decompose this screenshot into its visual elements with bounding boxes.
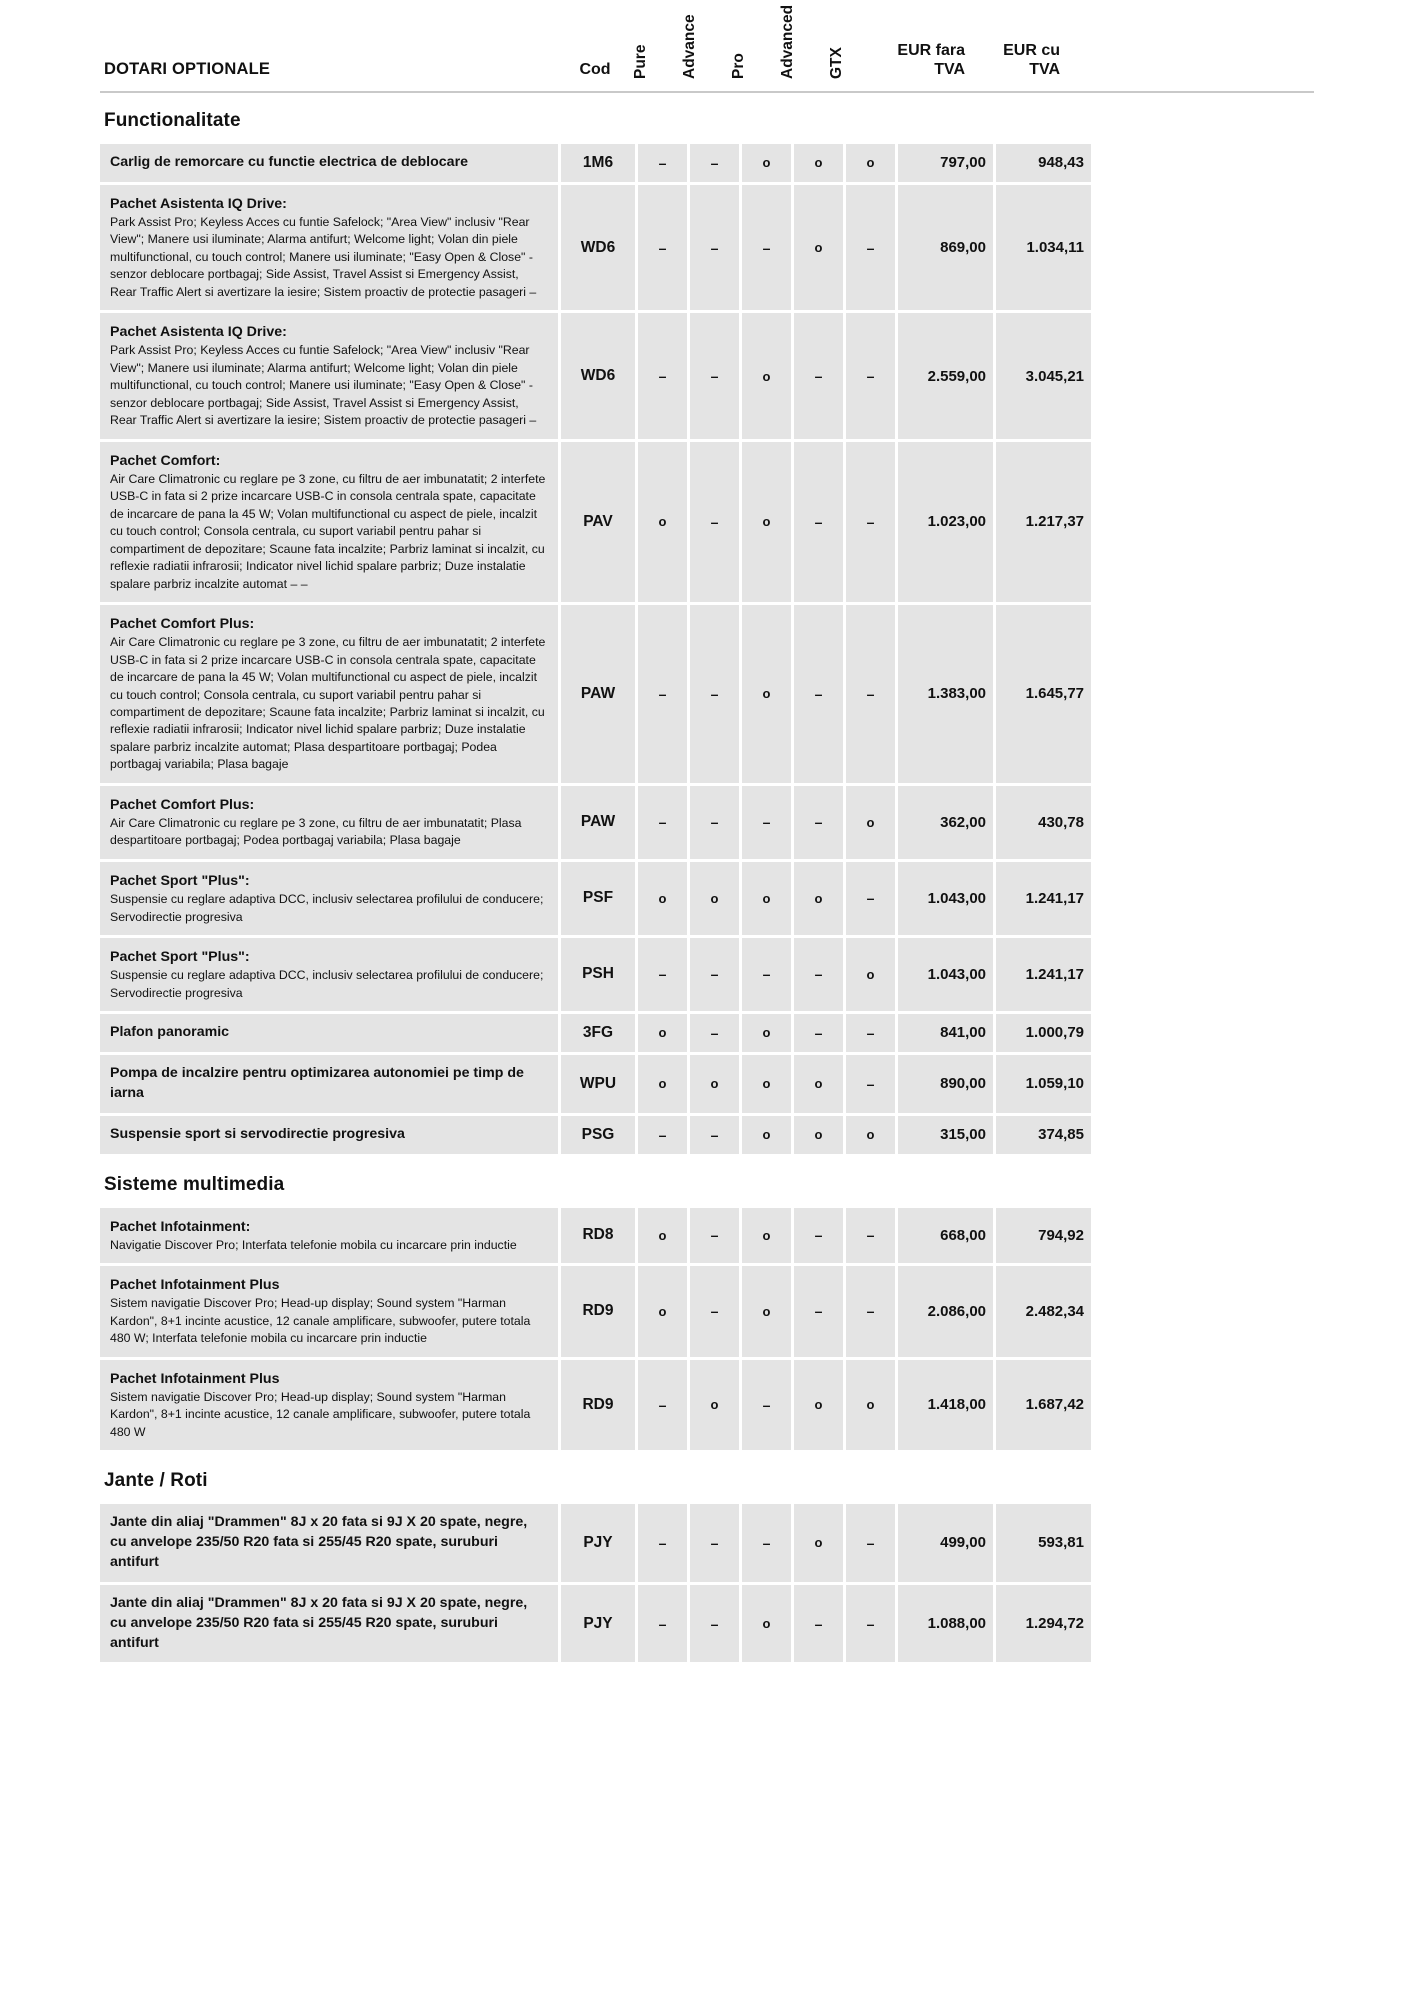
availability-gtx: –: [846, 1014, 895, 1052]
row-option-code: RD9: [561, 1266, 635, 1357]
table-row: [100, 185, 1314, 310]
availability-pro: o: [742, 144, 791, 182]
row-subtitle: Suspensie cu reglare adaptiva DCC, inclusiv selectarea profilului de conducere; Servodirectie progresiva: [110, 968, 544, 1000]
availability-advanced: –: [794, 1208, 843, 1264]
availability-pro: o: [742, 1055, 791, 1113]
column-header-gtx-label: GTX: [827, 47, 845, 79]
price-with-vat: 1.059,10: [996, 1055, 1091, 1113]
row-option-code: PAW: [561, 786, 635, 859]
availability-advance: –: [690, 442, 739, 602]
availability-gtx: –: [846, 313, 895, 438]
price-with-vat: 430,78: [996, 786, 1091, 859]
row-subtitle: Navigatie Discover Pro; Interfata telefonie mobila cu incarcare prin inductie: [110, 1237, 517, 1252]
availability-advance: –: [690, 1585, 739, 1663]
price-no-vat: 668,00: [898, 1208, 993, 1264]
availability-gtx: –: [846, 862, 895, 935]
row-description: [100, 1055, 558, 1113]
table-row: [100, 938, 1314, 1011]
price-with-vat: 1.687,42: [996, 1360, 1091, 1451]
row-option-code: RD9: [561, 1360, 635, 1451]
price-with-vat: 1.000,79: [996, 1014, 1091, 1052]
price-with-vat: 794,92: [996, 1208, 1091, 1264]
row-option-code: 1M6: [561, 144, 635, 182]
row-option-code: WD6: [561, 313, 635, 438]
price-with-vat: 1.294,72: [996, 1585, 1091, 1663]
price-with-vat: 1.241,17: [996, 938, 1091, 1011]
availability-pure: o: [638, 862, 687, 935]
row-option-code: PAW: [561, 605, 635, 783]
availability-pro: o: [742, 1266, 791, 1357]
availability-pure: –: [638, 1116, 687, 1154]
availability-pure: o: [638, 1208, 687, 1264]
availability-advance: –: [690, 1116, 739, 1154]
price-with-vat: 948,43: [996, 144, 1091, 182]
table-row: [100, 1055, 1314, 1113]
row-description: [100, 1585, 558, 1663]
row-description: [100, 1208, 558, 1264]
row-title: Jante din aliaj "Drammen" 8J x 20 fata si 9J X 20 spate, negre, cu anvelope 235/50 R20 fata si 255/45 R20 spate, suruburi antifurt: [110, 1594, 528, 1651]
row-title: Pachet Comfort:: [110, 452, 221, 469]
row-description: [100, 862, 558, 935]
price-no-vat: 362,00: [898, 786, 993, 859]
availability-gtx: –: [846, 1208, 895, 1264]
price-no-vat: 1.088,00: [898, 1585, 993, 1663]
price-no-vat: 1.418,00: [898, 1360, 993, 1451]
table-row: [100, 1116, 1314, 1154]
availability-advanced: o: [794, 1055, 843, 1113]
availability-pro: –: [742, 786, 791, 859]
availability-pro: o: [742, 313, 791, 438]
availability-advanced: –: [794, 313, 843, 438]
availability-advanced: –: [794, 1585, 843, 1663]
availability-gtx: o: [846, 1360, 895, 1451]
price-with-vat: 2.482,34: [996, 1266, 1091, 1357]
row-title: Pachet Comfort Plus:: [110, 616, 255, 633]
row-subtitle: Sistem navigatie Discover Pro; Head-up display; Sound system "Harman Kardon", 8+1 incinte acustice, 12 canale amplificare, subwoofer, putere totala 480 W: [110, 1389, 531, 1439]
price-no-vat: 2.086,00: [898, 1266, 993, 1357]
table-row: [100, 862, 1314, 935]
column-header-pro: [730, 13, 779, 85]
availability-pure: –: [638, 313, 687, 438]
availability-advance: o: [690, 1055, 739, 1113]
availability-advanced: –: [794, 938, 843, 1011]
row-title: Pachet Sport "Plus":: [110, 948, 250, 965]
availability-pure: –: [638, 144, 687, 182]
row-description: [100, 938, 558, 1011]
table-row: [100, 1360, 1314, 1451]
row-option-code: PSH: [561, 938, 635, 1011]
row-subtitle: Sistem navigatie Discover Pro; Head-up display; Sound system "Harman Kardon", 8+1 incinte acustice, 12 canale amplificare, subwoofer, putere totala 480 W; Interfata telefonie mobila cu incarcare prin inductie: [110, 1296, 531, 1346]
row-description: [100, 185, 558, 310]
availability-pure: o: [638, 442, 687, 602]
row-option-code: WPU: [561, 1055, 635, 1113]
row-option-code: PSG: [561, 1116, 635, 1154]
row-description: [100, 786, 558, 859]
availability-pure: –: [638, 605, 687, 783]
availability-pro: o: [742, 1585, 791, 1663]
price-with-vat: 374,85: [996, 1116, 1091, 1154]
row-title: Pachet Sport "Plus":: [110, 872, 250, 889]
price-no-vat: 797,00: [898, 144, 993, 182]
price-with-vat: 1.034,11: [996, 185, 1091, 310]
availability-advanced: o: [794, 1116, 843, 1154]
price-no-vat: 1.383,00: [898, 605, 993, 783]
row-subtitle: Air Care Climatronic cu reglare pe 3 zone, cu filtru de aer imbunatatit; 2 interfete USB-C in fata si 2 prize incarcare USB-C in consola centrala spate, capacitate de incarcare de pana la 45 W; Volan multifunctional cu aspect de piele, incalzit cu touch control; Consola centrala, cu suport variabil pentru pahar si compartiment de depozitare; Scaune fata incalzite; Parbriz laminat si incalzit, cu reflexie radiatii infrarosii; Indicator nivel lichid spalare parbriz; Duze instalatie spalare parbriz incalzite automat; Plasa despartitoare portbagaj; Podea portbagaj variabila; Plasa bagaje: [110, 635, 546, 772]
row-description: [100, 1116, 558, 1154]
availability-advance: –: [690, 1504, 739, 1582]
availability-pure: o: [638, 1055, 687, 1113]
row-title: Pompa de incalzire pentru optimizarea autonomiei pe timp de iarna: [110, 1064, 524, 1101]
availability-pure: –: [638, 1504, 687, 1582]
availability-advance: –: [690, 1014, 739, 1052]
availability-pro: o: [742, 862, 791, 935]
availability-pure: o: [638, 1014, 687, 1052]
availability-advance: –: [690, 938, 739, 1011]
row-title: Plafon panoramic: [110, 1024, 230, 1041]
row-description: [100, 144, 558, 182]
column-header-pure: [632, 13, 681, 85]
table-row: [100, 786, 1314, 859]
column-header-advanced-label: Advanced: [778, 4, 796, 79]
column-header-pro-label: Pro: [729, 53, 747, 79]
availability-pure: –: [638, 938, 687, 1011]
row-description: [100, 442, 558, 602]
row-title: Pachet Asistenta IQ Drive:: [110, 195, 287, 212]
row-description: [100, 605, 558, 783]
availability-pro: o: [742, 1208, 791, 1264]
availability-advance: –: [690, 185, 739, 310]
availability-pure: o: [638, 1266, 687, 1357]
table-row: [100, 313, 1314, 438]
price-with-vat: 1.645,77: [996, 605, 1091, 783]
table-body: [100, 93, 1314, 1662]
table-row: [100, 144, 1314, 182]
table-row: [100, 1266, 1314, 1357]
availability-pure: –: [638, 1585, 687, 1663]
availability-pro: o: [742, 1014, 791, 1052]
availability-advanced: o: [794, 1504, 843, 1582]
column-header-gtx: [828, 13, 877, 85]
availability-pro: o: [742, 605, 791, 783]
row-title: Carlig de remorcare cu functie electrica de deblocare: [110, 154, 468, 170]
availability-pure: –: [638, 786, 687, 859]
price-with-vat: 1.241,17: [996, 862, 1091, 935]
row-title: Suspensie sport si servodirectie progresiva: [110, 1125, 405, 1142]
row-subtitle: Suspensie cu reglare adaptiva DCC, inclusiv selectarea profilului de conducere; Servodirectie progresiva: [110, 892, 544, 924]
price-no-vat: 2.559,00: [898, 313, 993, 438]
table-row: [100, 605, 1314, 783]
row-title: Pachet Asistenta IQ Drive:: [110, 324, 287, 341]
price-no-vat: 841,00: [898, 1014, 993, 1052]
price-no-vat: 499,00: [898, 1504, 993, 1582]
row-title: Jante din aliaj "Drammen" 8J x 20 fata si 9J X 20 spate, negre, cu anvelope 235/50 R20 fata si 255/45 R20 spate, suruburi antifurt: [110, 1514, 528, 1570]
column-header-advance-label: Advance: [680, 14, 698, 79]
row-description: [100, 1360, 558, 1451]
table-row: [100, 1208, 1314, 1264]
column-header-price-no-vat: EUR fara TVA: [897, 42, 965, 78]
price-no-vat: 869,00: [898, 185, 993, 310]
availability-pro: –: [742, 185, 791, 310]
availability-pure: –: [638, 1360, 687, 1451]
availability-gtx: –: [846, 1504, 895, 1582]
price-no-vat: 890,00: [898, 1055, 993, 1113]
availability-pro: o: [742, 442, 791, 602]
availability-advanced: –: [794, 605, 843, 783]
row-option-code: 3FG: [561, 1014, 635, 1052]
table-row: [100, 1504, 1314, 1582]
availability-gtx: –: [846, 1055, 895, 1113]
row-subtitle: Park Assist Pro; Keyless Acces cu funtie Safelock; "Area View" inclusiv "Rear View"; Manere usi iluminate; Alarma antifurt; Welcome light; Volan din piele multifunctional, cu touch control; Manere usi iluminate; "Easy Open & Close" -senzor deblocare portbagaj; Side Assist, Travel Assist si Emergency Assist, Rear Traffic Alert si avertizare la iesire; Sistem proactiv de protectie pasageri –: [110, 215, 537, 299]
table-header: [100, 0, 1314, 93]
column-header-description: DOTARI OPTIONALE: [104, 60, 271, 78]
availability-gtx: –: [846, 185, 895, 310]
availability-advance: o: [690, 1360, 739, 1451]
column-header-advance: [681, 13, 730, 85]
section-heading: Jante / Roti: [104, 1470, 208, 1492]
row-subtitle: Air Care Climatronic cu reglare pe 3 zone, cu filtru de aer imbunatatit; Plasa despartitoare portbagaj; Podea portbagaj variabila; Plasa bagaje: [110, 815, 522, 848]
availability-gtx: –: [846, 605, 895, 783]
price-with-vat: 593,81: [996, 1504, 1091, 1582]
availability-pro: –: [742, 1504, 791, 1582]
column-header-price-with-vat: EUR cu TVA: [1003, 42, 1060, 78]
column-header-pure-label: Pure: [631, 44, 649, 79]
availability-pro: –: [742, 1360, 791, 1451]
price-with-vat: 1.217,37: [996, 442, 1091, 602]
availability-gtx: –: [846, 442, 895, 602]
availability-advanced: –: [794, 442, 843, 602]
column-header-advanced: [778, 4, 828, 85]
availability-advanced: –: [794, 1014, 843, 1052]
price-no-vat: 1.043,00: [898, 938, 993, 1011]
availability-advance: –: [690, 786, 739, 859]
section-heading: Functionalitate: [104, 110, 241, 131]
row-title: Pachet Infotainment Plus: [110, 1370, 280, 1387]
availability-gtx: o: [846, 144, 895, 182]
availability-advanced: o: [794, 144, 843, 182]
table-row: [100, 1014, 1314, 1052]
availability-advanced: –: [794, 786, 843, 859]
availability-gtx: –: [846, 1585, 895, 1663]
section-heading: Sisteme multimedia: [104, 1173, 285, 1195]
row-subtitle: Park Assist Pro; Keyless Acces cu funtie Safelock; "Area View" inclusiv "Rear View"; Manere usi iluminate; Alarma antifurt; Welcome light; Volan din piele multifunctional, cu touch control; Manere usi iluminate; "Easy Open & Close" -senzor deblocare portbagaj; Side Assist, Travel Assist si Emergency Assist, Rear Traffic Alert si avertizare la iesire; Sistem proactiv de protectie pasageri –: [110, 343, 537, 428]
availability-advance: –: [690, 1266, 739, 1357]
row-title: Pachet Infotainment Plus: [110, 1277, 280, 1294]
table-row: [100, 1585, 1314, 1663]
availability-gtx: o: [846, 1116, 895, 1154]
availability-pro: –: [742, 938, 791, 1011]
row-description: [100, 1014, 558, 1052]
availability-advance: –: [690, 605, 739, 783]
price-no-vat: 1.043,00: [898, 862, 993, 935]
price-no-vat: 315,00: [898, 1116, 993, 1154]
row-title: Pachet Infotainment:: [110, 1218, 251, 1235]
row-option-code: PJY: [561, 1585, 635, 1663]
table-row: [100, 442, 1314, 602]
row-title: Pachet Comfort Plus:: [110, 796, 255, 813]
column-header-cod: Cod: [579, 61, 611, 78]
price-no-vat: 1.023,00: [898, 442, 993, 602]
row-subtitle: Air Care Climatronic cu reglare pe 3 zone, cu filtru de aer imbunatatit; 2 interfete USB-C in fata si 2 prize incarcare USB-C in consola centrala spate, capacitate de incarcare de pana la 45 W; Volan multifunctional cu aspect de piele, incalzit cu touch control; Consola centrala, cu suport variabil pentru pahar si compartiment de depozitare; Scaune fata incalzite; Parbriz laminat si incalzit, cu reflexie radiatii infrarosii; Indicator nivel lichid spalare parbriz; Duze instalatie spalare parbriz incalzite automat – –: [110, 471, 546, 591]
availability-pro: o: [742, 1116, 791, 1154]
availability-advanced: o: [794, 185, 843, 310]
availability-gtx: o: [846, 938, 895, 1011]
availability-advance: –: [690, 1208, 739, 1264]
price-with-vat: 3.045,21: [996, 313, 1091, 438]
row-option-code: PSF: [561, 862, 635, 935]
availability-advanced: –: [794, 1266, 843, 1357]
availability-gtx: o: [846, 786, 895, 859]
availability-advance: o: [690, 862, 739, 935]
availability-advanced: o: [794, 1360, 843, 1451]
availability-pure: –: [638, 185, 687, 310]
row-description: [100, 1266, 558, 1357]
availability-advance: –: [690, 313, 739, 438]
row-option-code: RD8: [561, 1208, 635, 1264]
row-option-code: PJY: [561, 1504, 635, 1582]
row-option-code: PAV: [561, 442, 635, 602]
row-description: [100, 1504, 558, 1582]
row-description: [100, 313, 558, 438]
row-option-code: WD6: [561, 185, 635, 310]
availability-advance: –: [690, 144, 739, 182]
availability-advanced: o: [794, 862, 843, 935]
availability-gtx: –: [846, 1266, 895, 1357]
